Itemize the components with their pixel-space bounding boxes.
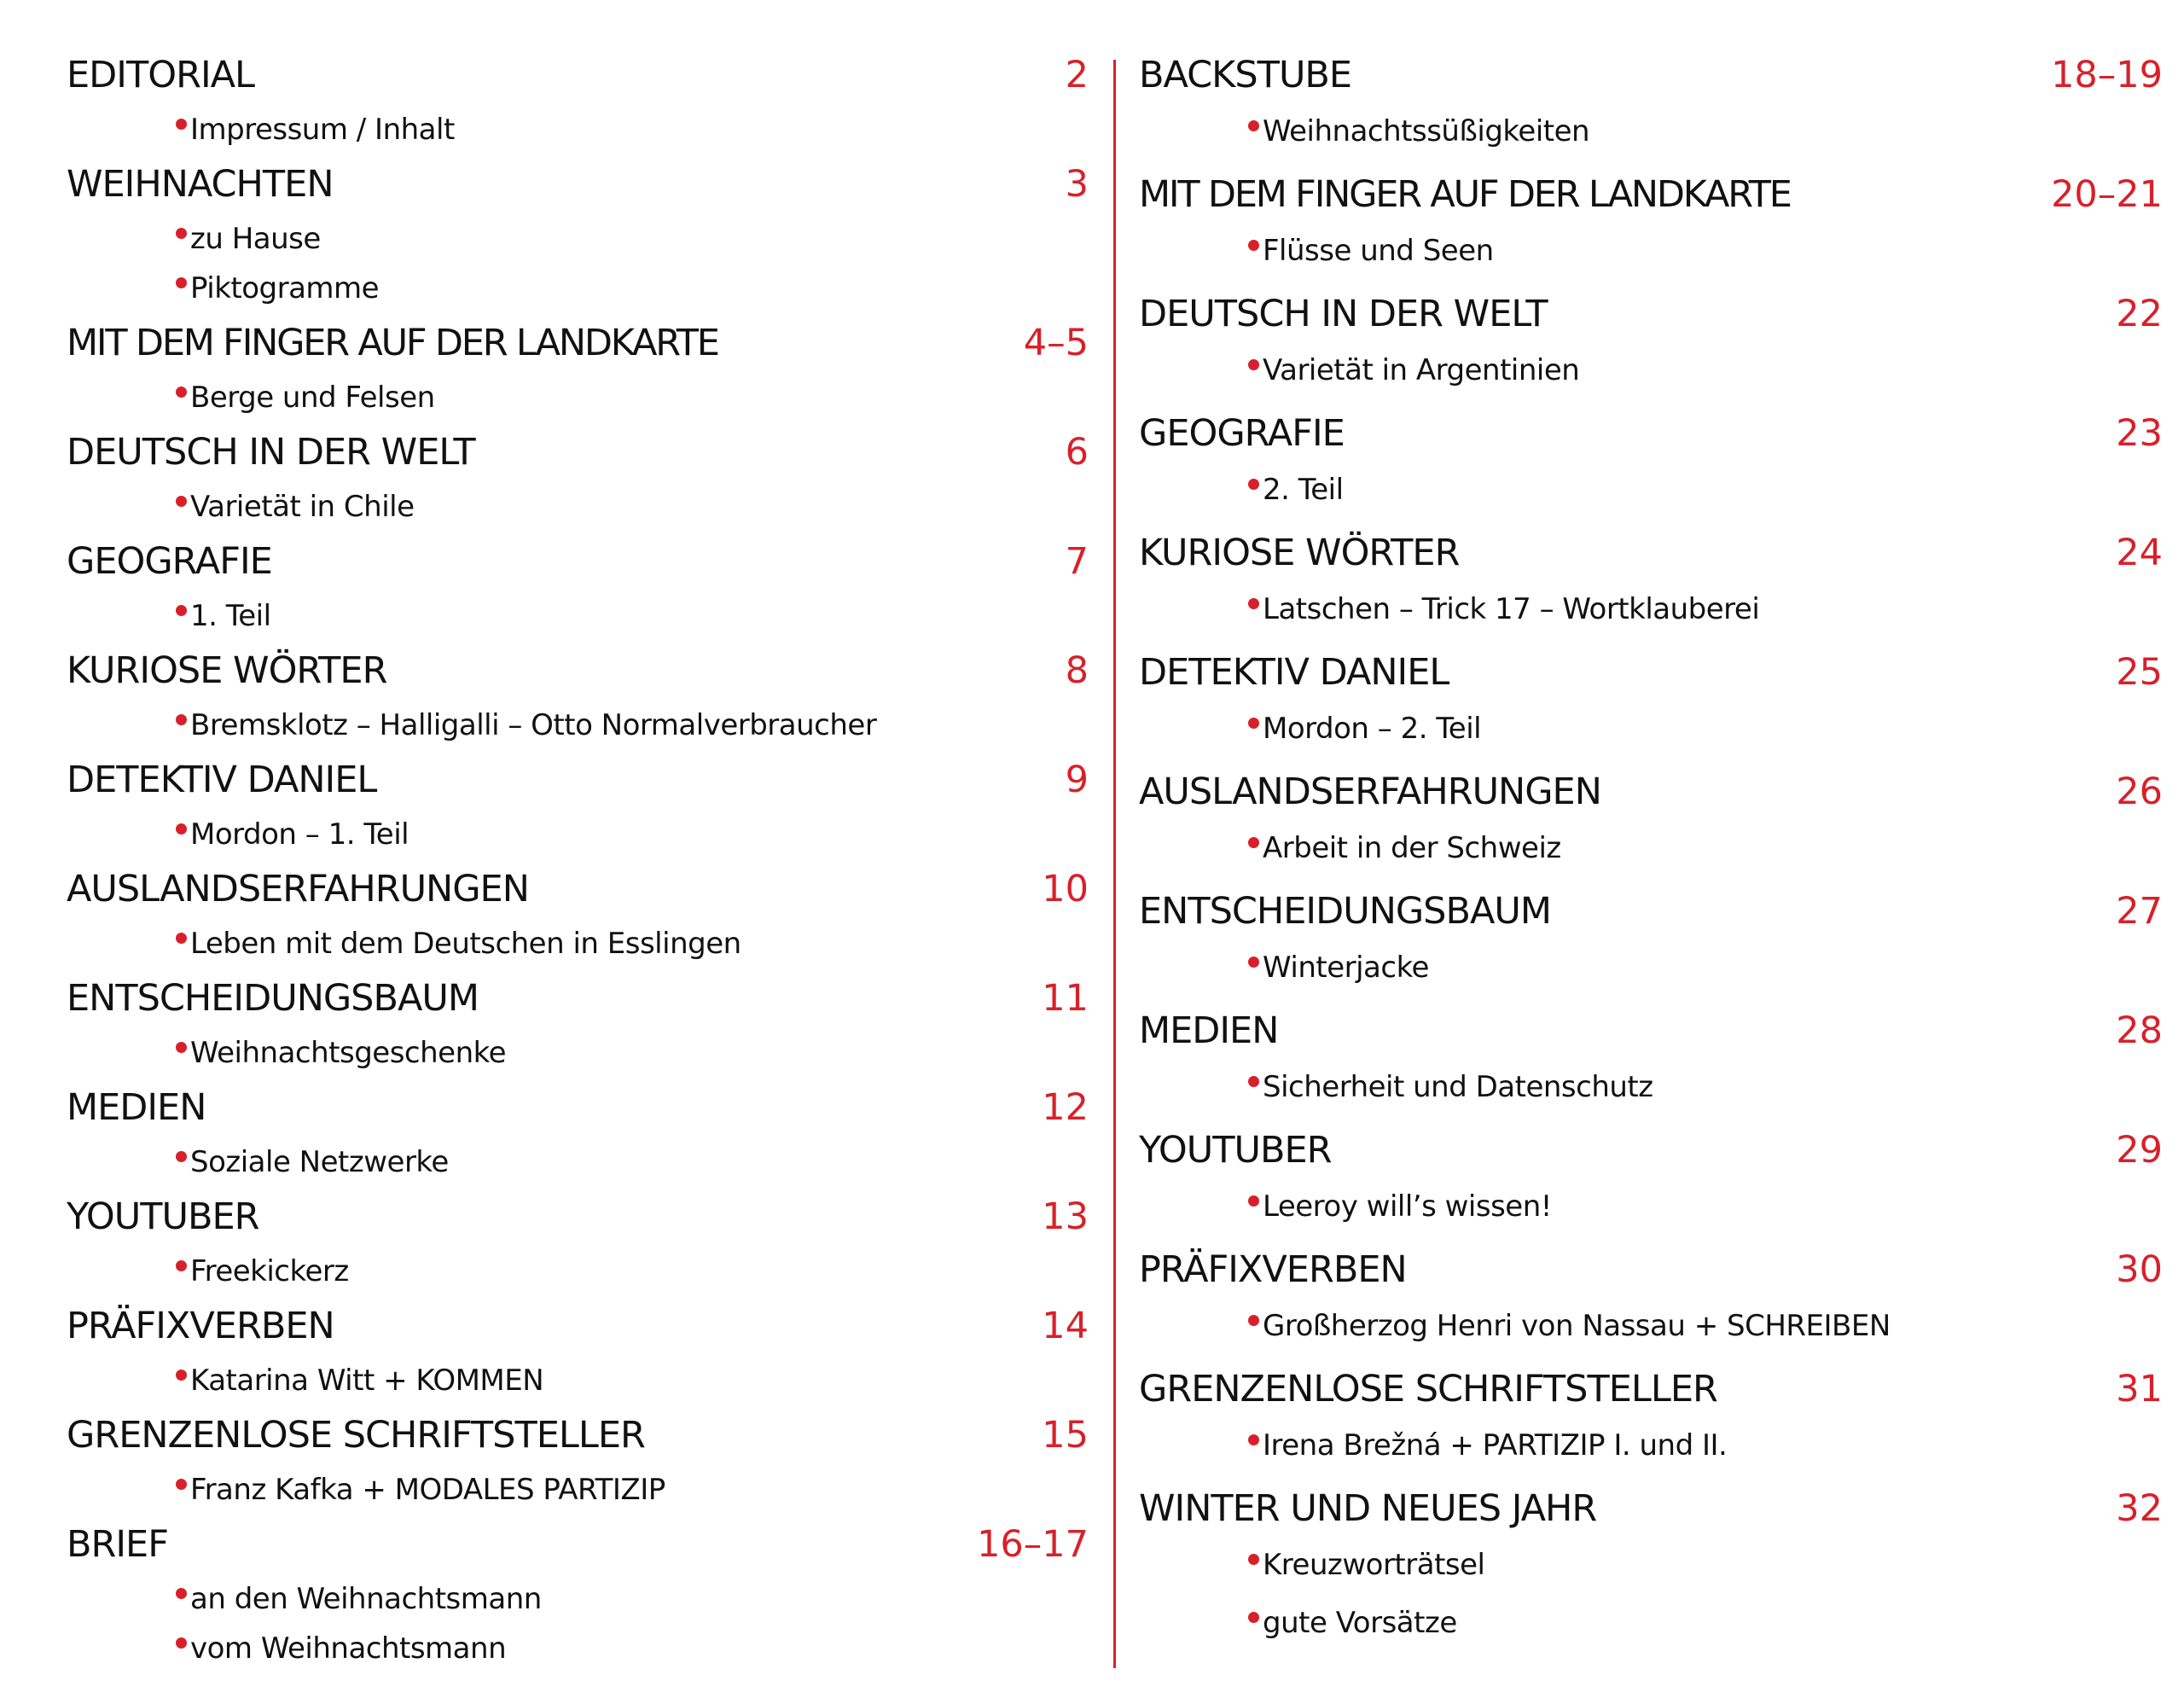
toc-entry[interactable] xyxy=(67,1411,1089,1471)
toc-entry[interactable] xyxy=(67,51,1089,111)
bullet-icon xyxy=(176,1588,187,1599)
section-title: DEUTSCH IN DER WELT xyxy=(67,431,475,474)
section-title: BRIEF xyxy=(67,1523,168,1566)
section-title: ENTSCHEIDUNGSBAUM xyxy=(1139,890,1551,933)
page-number: 18–19 xyxy=(2051,54,2163,96)
toc-section xyxy=(67,756,1089,865)
subtopic-item xyxy=(67,925,1089,974)
toc-entry[interactable] xyxy=(67,319,1089,379)
section-title: KURIOSE WÖRTER xyxy=(67,649,387,692)
page-number: 13 xyxy=(1042,1195,1089,1238)
subtopic-item xyxy=(67,270,1089,319)
page-number: 31 xyxy=(2116,1368,2163,1410)
subtopic-item xyxy=(67,1034,1089,1084)
subtopic-label: Großherzog Henri von Nassau + SCHREIBEN xyxy=(1263,1309,1891,1343)
subtopic-label: an den Weihnachtsmann xyxy=(190,1582,542,1616)
toc-section xyxy=(67,319,1089,428)
subtopic-item xyxy=(1139,1427,2163,1485)
toc-entry[interactable] xyxy=(67,160,1089,220)
toc-section xyxy=(67,160,1089,319)
toc-entry[interactable] xyxy=(1139,1007,2163,1068)
bullet-icon xyxy=(176,277,187,288)
bullet-icon xyxy=(176,119,187,130)
toc-section xyxy=(1139,768,2163,887)
page-number: 10 xyxy=(1042,868,1089,910)
subtopic-label: Berge und Felsen xyxy=(190,381,435,415)
section-title: GRENZENLOSE SCHRIFTSTELLER xyxy=(1139,1368,1717,1410)
bullet-icon xyxy=(176,605,187,616)
subtopic-item xyxy=(67,1143,1089,1193)
toc-section xyxy=(1139,887,2163,1007)
section-title: DETEKTIV DANIEL xyxy=(67,759,377,801)
subtopic-item xyxy=(1139,232,2163,290)
toc-section xyxy=(1139,410,2163,529)
subtopic-label: 1. Teil xyxy=(190,599,271,633)
section-title: BACKSTUBE xyxy=(1139,54,1352,96)
section-title: MEDIEN xyxy=(1139,1009,1279,1052)
subtopic-label: Soziale Netzwerke xyxy=(190,1145,449,1179)
bullet-icon xyxy=(1248,1612,1259,1623)
toc-section xyxy=(67,1411,1089,1521)
toc-entry[interactable] xyxy=(1139,1365,2163,1427)
toc-entry[interactable] xyxy=(1139,887,2163,949)
bullet-icon xyxy=(176,933,187,944)
page-number: 16–17 xyxy=(977,1523,1089,1566)
bullet-icon xyxy=(176,714,187,725)
section-title: MIT DEM FINGER AUF DER LANDKARTE xyxy=(67,322,718,364)
bullet-icon xyxy=(1248,1076,1259,1087)
toc-entry[interactable] xyxy=(1139,1246,2163,1307)
subtopic-label: Impressum / Inhalt xyxy=(190,113,455,147)
page-number: 6 xyxy=(1065,431,1089,474)
section-title: WINTER UND NEUES JAHR xyxy=(1139,1487,1597,1530)
subtopic-item xyxy=(67,816,1089,865)
toc-section xyxy=(67,865,1089,974)
page-number: 23 xyxy=(2116,412,2163,455)
subtopic-item xyxy=(67,220,1089,270)
section-title: ENTSCHEIDUNGSBAUM xyxy=(67,977,479,1020)
section-title: GEOGRAFIE xyxy=(67,540,272,583)
toc-section xyxy=(1139,529,2163,648)
subtopic-label: Weihnachtsgeschenke xyxy=(190,1036,507,1070)
toc-section xyxy=(67,1302,1089,1411)
bullet-icon xyxy=(1248,1434,1259,1445)
toc-section xyxy=(67,428,1089,538)
page-number: 29 xyxy=(2116,1129,2163,1172)
page-number: 27 xyxy=(2116,890,2163,933)
page-number: 9 xyxy=(1065,759,1089,801)
toc-section xyxy=(1139,1365,2163,1485)
subtopic-label: Piktogramme xyxy=(190,271,380,305)
subtopic-item xyxy=(1139,1604,2163,1662)
toc-section xyxy=(1139,171,2163,290)
section-title: PRÄFIXVERBEN xyxy=(1139,1248,1407,1291)
subtopic-item xyxy=(1139,590,2163,648)
subtopic-label: Flüsse und Seen xyxy=(1263,234,1494,268)
toc-entry[interactable] xyxy=(1139,1485,2163,1546)
bullet-icon xyxy=(176,387,187,398)
section-title: WEIHNACHTEN xyxy=(67,163,334,206)
bullet-icon xyxy=(176,1370,187,1381)
bullet-icon xyxy=(1248,120,1259,131)
subtopic-item xyxy=(1139,949,2163,1007)
toc-entry[interactable] xyxy=(67,1521,1089,1580)
subtopic-item xyxy=(67,488,1089,538)
subtopic-item xyxy=(1139,1546,2163,1604)
bullet-icon xyxy=(176,1260,187,1271)
subtopic-label: Winterjacke xyxy=(1263,951,1429,985)
subtopic-item xyxy=(1139,471,2163,529)
section-title: YOUTUBER xyxy=(67,1195,259,1238)
subtopic-label: Kreuzworträtsel xyxy=(1263,1548,1485,1582)
bullet-icon xyxy=(1248,1315,1259,1326)
toc-entry[interactable] xyxy=(1139,648,2163,710)
page-number: 11 xyxy=(1042,977,1089,1020)
toc-entry[interactable] xyxy=(67,1084,1089,1143)
toc-section xyxy=(1139,1246,2163,1365)
subtopic-label: Weihnachtssüßigkeiten xyxy=(1263,114,1590,148)
subtopic-label: Leeroy will’s wissen! xyxy=(1263,1189,1552,1224)
bullet-icon xyxy=(1248,957,1259,968)
subtopic-label: Varietät in Chile xyxy=(190,490,415,524)
page-number: 2 xyxy=(1065,54,1089,96)
section-title: AUSLANDSERFAHRUNGEN xyxy=(1139,771,1601,813)
section-title: MEDIEN xyxy=(67,1086,206,1129)
page-number: 30 xyxy=(2116,1248,2163,1291)
bullet-icon xyxy=(1248,1554,1259,1565)
page-number: 4–5 xyxy=(1023,322,1089,364)
page-number: 24 xyxy=(2116,532,2163,574)
toc-entry[interactable] xyxy=(1139,290,2163,352)
bullet-icon xyxy=(176,228,187,239)
subtopic-item xyxy=(67,1471,1089,1521)
subtopic-label: zu Hause xyxy=(190,222,321,256)
bullet-icon xyxy=(176,823,187,835)
bullet-icon xyxy=(176,496,187,507)
bullet-icon xyxy=(176,1151,187,1162)
toc-section xyxy=(1139,290,2163,410)
subtopic-item xyxy=(1139,1068,2163,1126)
subtopic-item xyxy=(1139,1188,2163,1246)
page-number: 12 xyxy=(1042,1086,1089,1129)
subtopic-label: Mordon – 2. Teil xyxy=(1263,712,1482,746)
subtopic-label: Latschen – Trick 17 – Wortklauberei xyxy=(1263,592,1760,626)
subtopic-label: vom Weihnachtsmann xyxy=(190,1631,507,1666)
toc-entry[interactable] xyxy=(1139,1126,2163,1188)
subtopic-label: Freekickerz xyxy=(190,1254,349,1288)
subtopic-item xyxy=(67,597,1089,647)
toc-entry[interactable] xyxy=(67,538,1089,597)
subtopic-item xyxy=(1139,710,2163,768)
section-title: GRENZENLOSE SCHRIFTSTELLER xyxy=(67,1414,645,1457)
subtopic-label: Arbeit in der Schweiz xyxy=(1263,831,1561,865)
toc-entry[interactable] xyxy=(67,756,1089,816)
toc-section xyxy=(67,1193,1089,1302)
subtopic-label: Franz Kafka + MODALES PARTIZIP xyxy=(190,1473,665,1507)
toc-column-right xyxy=(1139,51,2163,1662)
section-title: PRÄFIXVERBEN xyxy=(67,1305,334,1347)
page-number: 22 xyxy=(2116,293,2163,335)
subtopic-label: Mordon – 1. Teil xyxy=(190,817,410,852)
toc-entry[interactable] xyxy=(1139,410,2163,471)
page-number: 28 xyxy=(2116,1009,2163,1052)
toc-section xyxy=(67,974,1089,1084)
bullet-icon xyxy=(1248,240,1259,251)
toc-column-left xyxy=(67,51,1089,1679)
section-title: AUSLANDSERFAHRUNGEN xyxy=(67,868,529,910)
toc-section xyxy=(1139,1485,2163,1662)
subtopic-label: Bremsklotz – Halligalli – Otto Normalverbraucher xyxy=(190,708,877,742)
page-number: 20–21 xyxy=(2051,173,2163,216)
bullet-icon xyxy=(1248,1195,1259,1207)
toc-entry[interactable] xyxy=(1139,529,2163,590)
section-title: GEOGRAFIE xyxy=(1139,412,1345,455)
bullet-icon xyxy=(1248,598,1259,609)
toc-entry[interactable] xyxy=(67,1193,1089,1253)
section-title: EDITORIAL xyxy=(67,54,255,96)
bullet-icon xyxy=(1248,837,1259,848)
column-divider xyxy=(1113,60,1116,1668)
subtopic-item xyxy=(1139,1307,2163,1365)
toc-section xyxy=(67,51,1089,160)
bullet-icon xyxy=(176,1479,187,1490)
page-number: 26 xyxy=(2116,771,2163,813)
subtopic-item xyxy=(67,1630,1089,1679)
subtopic-item xyxy=(1139,352,2163,410)
subtopic-item xyxy=(67,379,1089,428)
toc-entry[interactable] xyxy=(67,974,1089,1034)
toc-entry[interactable] xyxy=(1139,768,2163,829)
bullet-icon xyxy=(1248,718,1259,729)
toc-section xyxy=(1139,1007,2163,1126)
page-number: 8 xyxy=(1065,649,1089,692)
subtopic-item xyxy=(67,111,1089,160)
subtopic-label: Katarina Witt + KOMMEN xyxy=(190,1364,544,1398)
toc-section xyxy=(1139,648,2163,768)
subtopic-item xyxy=(67,1253,1089,1302)
subtopic-label: 2. Teil xyxy=(1263,473,1344,507)
bullet-icon xyxy=(1248,359,1259,370)
toc-entry[interactable] xyxy=(67,647,1089,707)
toc-section xyxy=(67,647,1089,756)
section-title: YOUTUBER xyxy=(1139,1129,1332,1172)
subtopic-label: gute Vorsätze xyxy=(1263,1606,1457,1640)
toc-entry[interactable] xyxy=(67,865,1089,925)
section-title: DEUTSCH IN DER WELT xyxy=(1139,293,1548,335)
toc-section xyxy=(67,1084,1089,1193)
subtopic-item xyxy=(67,1580,1089,1630)
bullet-icon xyxy=(1248,479,1259,490)
subtopic-item xyxy=(1139,829,2163,887)
subtopic-label: Leben mit dem Deutschen in Esslingen xyxy=(190,927,741,961)
toc-section xyxy=(67,538,1089,647)
toc-section xyxy=(1139,1126,2163,1246)
subtopic-item xyxy=(67,707,1089,756)
section-title: DETEKTIV DANIEL xyxy=(1139,651,1449,694)
page-number: 7 xyxy=(1065,540,1089,583)
page-number: 14 xyxy=(1042,1305,1089,1347)
page-number: 3 xyxy=(1065,163,1089,206)
bullet-icon xyxy=(176,1042,187,1053)
toc-entry[interactable] xyxy=(1139,51,2163,113)
toc-entry[interactable] xyxy=(67,1302,1089,1362)
subtopic-label: Varietät in Argentinien xyxy=(1263,353,1580,387)
subtopic-item xyxy=(1139,113,2163,171)
page-number: 25 xyxy=(2116,651,2163,694)
subtopic-item xyxy=(67,1362,1089,1411)
subtopic-label: Irena Brežná + PARTIZIP I. und II. xyxy=(1263,1428,1728,1463)
toc-section xyxy=(1139,51,2163,171)
page-number: 15 xyxy=(1042,1414,1089,1457)
toc-entry[interactable] xyxy=(1139,171,2163,232)
section-title: MIT DEM FINGER AUF DER LANDKARTE xyxy=(1139,173,1791,216)
subtopic-label: Sicherheit und Datenschutz xyxy=(1263,1070,1653,1104)
bullet-icon xyxy=(176,1637,187,1649)
toc-entry[interactable] xyxy=(67,428,1089,488)
toc-section xyxy=(67,1521,1089,1679)
page-number: 32 xyxy=(2116,1487,2163,1530)
section-title: KURIOSE WÖRTER xyxy=(1139,532,1460,574)
